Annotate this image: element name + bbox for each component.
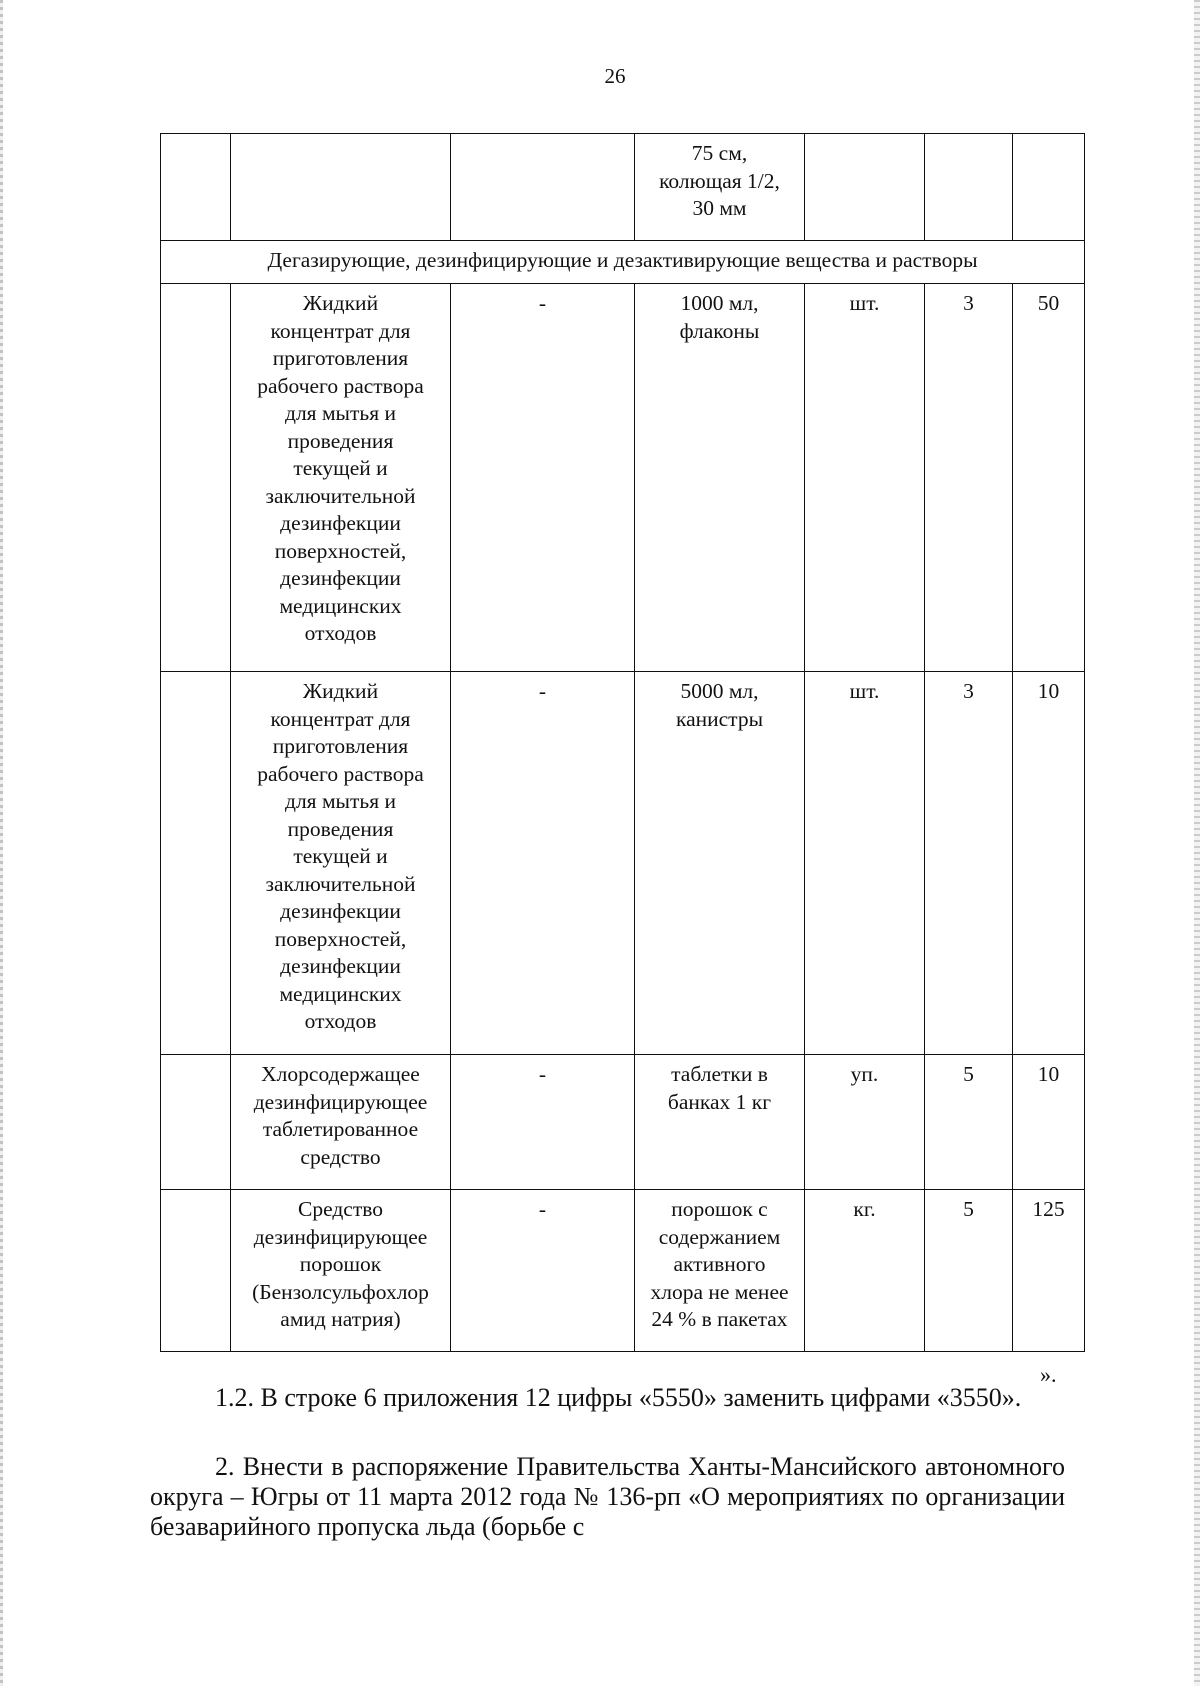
cell-unit: шт. [805, 284, 925, 672]
cell-number [161, 134, 231, 241]
cell-name: Хлорсодержащее дезинфицирующее таблетированное средство [231, 1055, 451, 1190]
paragraph-1-2 [150, 1383, 1065, 1413]
cell-number [161, 1190, 231, 1352]
cell-note: - [451, 284, 635, 672]
table-row-continued [161, 134, 1085, 241]
section-title: Дегазирующие, дезинфицирующие и дезактивирующие вещества и растворы [161, 241, 1085, 284]
cell-package-text: 75 см, колющая 1/2, 30 мм [659, 141, 780, 220]
paragraph-2 [150, 1452, 1065, 1542]
cell-package: порошок с содержанием активного хлора не менее 24 % в пакетах [635, 1190, 805, 1352]
cell-period: 5 [925, 1190, 1013, 1352]
cell-number [161, 672, 231, 1055]
cell-quantity [1013, 134, 1085, 241]
paragraph-text: 2. Внести в распоряжение Правительства Ханты-Мансийского автономного округа – Югры от 11 марта 2012 года № 136-рп «О мероприятиях по организации безаварийного пропуска льда (борьбе с [150, 1452, 1065, 1541]
cell-note: - [451, 1190, 635, 1352]
table-row [161, 1190, 1085, 1352]
closing-quote: ». [1040, 1362, 1057, 1387]
cell-number [161, 284, 231, 672]
table-row [161, 672, 1085, 1055]
table-row [161, 284, 1085, 672]
cell-package [635, 134, 805, 241]
cell-note: - [451, 1055, 635, 1190]
supplies-table [160, 133, 1085, 1352]
cell-period: 5 [925, 1055, 1013, 1190]
cell-unit: шт. [805, 672, 925, 1055]
scan-edge-right [1194, 0, 1200, 1686]
cell-note: - [451, 672, 635, 1055]
cell-quantity: 125 [1013, 1190, 1085, 1352]
scan-edge-left [0, 0, 3, 1686]
cell-name: Жидкий концентрат для приготовления рабочего раствора для мытья и проведения текущей и заключительной дезинфекции поверхностей, дезинфекции медицинских отходов [231, 672, 451, 1055]
cell-unit: уп. [805, 1055, 925, 1190]
table-row [161, 1055, 1085, 1190]
cell-quantity: 10 [1013, 672, 1085, 1055]
table-container [160, 133, 1084, 1352]
cell-note [451, 134, 635, 241]
cell-package: 1000 мл, флаконы [635, 284, 805, 672]
cell-package: 5000 мл, канистры [635, 672, 805, 1055]
cell-quantity: 50 [1013, 284, 1085, 672]
cell-name: Средство дезинфицирующее порошок (Бензолсульфохлор амид натрия) [231, 1190, 451, 1352]
cell-number [161, 1055, 231, 1190]
cell-unit: кг. [805, 1190, 925, 1352]
cell-name: Жидкий концентрат для приготовления рабочего раствора для мытья и проведения текущей и заключительной дезинфекции поверхностей, дезинфекции медицинских отходов [231, 284, 451, 672]
cell-unit [805, 134, 925, 241]
cell-package: таблетки в банках 1 кг [635, 1055, 805, 1190]
paragraph-text: 1.2. В строке 6 приложения 12 цифры «5550» заменить цифрами «3550». [215, 1383, 1022, 1412]
cell-quantity: 10 [1013, 1055, 1085, 1190]
cell-name [231, 134, 451, 241]
cell-period: 3 [925, 284, 1013, 672]
page-number: 26 [604, 64, 626, 88]
cell-period: 3 [925, 672, 1013, 1055]
cell-period [925, 134, 1013, 241]
section-header-row [161, 241, 1085, 284]
